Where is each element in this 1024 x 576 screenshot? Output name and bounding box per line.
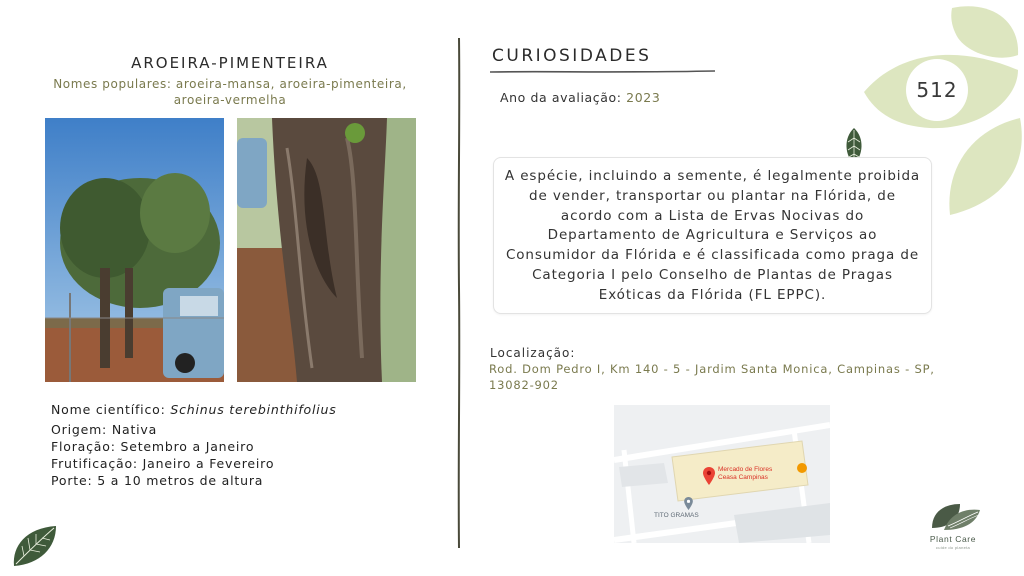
map-place-line2: Ceasa Campinas — [718, 474, 768, 481]
address-line2: 13082-902 — [489, 377, 559, 392]
species-title: AROEIRA-PIMENTEIRA — [131, 54, 329, 72]
brand-name: Plant Care — [929, 534, 977, 544]
map-place-line1: Mercado de Flores — [718, 466, 773, 473]
tree-photo — [45, 118, 224, 382]
trunk-photo — [237, 118, 416, 382]
leaf-icon — [12, 524, 58, 568]
map-pin-icon — [684, 497, 693, 510]
map-pin-icon — [703, 467, 715, 485]
location-label: Localização: — [490, 346, 576, 360]
scientific-name-label: Nome científico: — [51, 402, 171, 417]
plant-size: Porte: 5 a 10 metros de altura — [51, 473, 264, 488]
evaluation-year-value: 2023 — [626, 90, 661, 105]
location-map[interactable] — [614, 405, 830, 543]
scientific-name-value: Schinus terebinthifolius — [170, 402, 337, 417]
popular-names-line1: Nomes populares: aroeira-mansa, aroeira-pimenteira, — [53, 77, 407, 91]
popular-names — [40, 76, 420, 108]
brand-tagline: cuide do planeta — [935, 545, 971, 550]
scientific-name — [51, 401, 337, 418]
curiosity-note-card — [493, 157, 932, 314]
evaluation-year — [500, 90, 660, 105]
title-underline — [490, 68, 715, 76]
origin: Origem: Nativa — [51, 422, 158, 437]
flowering: Floração: Setembro a Janeiro — [51, 439, 255, 454]
plant-care-logo — [930, 502, 982, 532]
popular-names-line2: aroeira-vermelha — [173, 93, 287, 107]
map-nearby-label: TITO GRAMAS — [654, 512, 699, 519]
species-facts — [51, 401, 337, 489]
column-divider — [455, 38, 463, 548]
curiosities-title: CURIOSIDADES — [492, 46, 652, 66]
curiosity-note-text: A espécie, incluindo a semente, é legalmente proibida de vender, transportar ou plantar na Flórida, de acordo com a Lista de Ervas Nocivas do Departamento de Agricultura e Serviços ao Consumidor da Flórida e é classificada como praga de Categoria I pelo Conselho de Plantas de Pragas Exóticas da Flórida (FL EPPC). — [504, 168, 921, 303]
map-place-label — [718, 466, 772, 482]
address-line1: Rod. Dom Pedro I, Km 140 - 5 - Jardim Santa Monica, Campinas - SP, — [489, 362, 935, 376]
fruiting: Frutificação: Janeiro a Fevereiro — [51, 456, 275, 471]
evaluation-year-label: Ano da avaliação: — [500, 90, 627, 105]
assessment-number: 512 — [916, 78, 958, 102]
location-address — [489, 362, 959, 393]
